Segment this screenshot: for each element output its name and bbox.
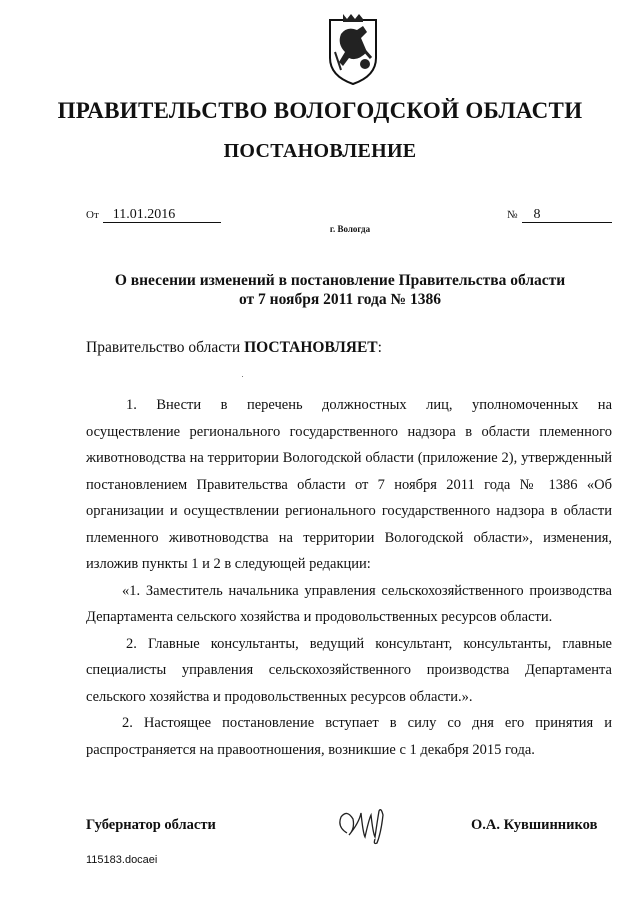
document-subject bbox=[40, 271, 640, 309]
document-body bbox=[86, 392, 612, 763]
subject-line-2: от 7 ноября 2011 года № 1386 bbox=[239, 291, 441, 308]
coat-of-arms-icon bbox=[327, 12, 379, 86]
number-line bbox=[507, 205, 612, 223]
city: г. Вологда bbox=[329, 224, 371, 234]
scan-speck bbox=[242, 376, 243, 377]
file-reference: 115183.docaei bbox=[86, 854, 158, 866]
subject-line-1: О внесении изменений в постановление Правительства области bbox=[114, 272, 566, 289]
handwritten-signature-icon bbox=[333, 803, 397, 847]
date-prefix: От bbox=[86, 209, 99, 221]
date-value: 11.01.2016 bbox=[103, 207, 221, 223]
paragraph-1: осуществление регионального государственного надзора в области племенного животноводства на территории Вологодской области (приложение 2), утвержденный постановлением Правительства области от 7 ноября 2011 года № 1386 «Об организации и осуществлении регионального государственного надзора в области племенного животноводства на территории Вологодской области», изменения, изложив пункты 1 и 2 в следующей редакции: bbox=[86, 423, 612, 572]
date-line bbox=[86, 205, 221, 223]
paragraph-item-2: 2. Главные консультанты, ведущий консультант, консультанты, главные специалисты управления сельскохозяйственного производства Департамента сельского хозяйства и продовольственных ресурсов области.». bbox=[86, 635, 612, 705]
preamble-tail: : bbox=[377, 339, 382, 356]
number-prefix: № bbox=[507, 209, 518, 221]
preamble-text: Правительство области bbox=[86, 339, 245, 356]
paragraph-2: 2. Настоящее постановление вступает в силу со дня его принятия и распространяется на правоотношения, возникшие с 1 декабря 2015 года. bbox=[86, 715, 612, 758]
paragraph-item-1: «1. Заместитель начальника управления сельскохозяйственного производства Департамента сельского хозяйства и продовольственных ресурсов области. bbox=[86, 582, 612, 625]
paragraph-1-first-line: 1. Внести в перечень должностных лиц, уполномоченных на bbox=[126, 397, 612, 413]
preamble bbox=[86, 339, 382, 357]
organization-title: ПРАВИТЕЛЬСТВО ВОЛОГОДСКОЙ ОБЛАСТИ bbox=[57, 98, 583, 123]
signatory-role: Губернатор области bbox=[86, 817, 216, 833]
signatory-name: О.А. Кувшинников bbox=[471, 817, 598, 833]
number-value: 8 bbox=[522, 207, 612, 223]
preamble-emphasis: ПОСТАНОВЛЯЕТ bbox=[244, 339, 378, 356]
document-type: ПОСТАНОВЛЕНИЕ bbox=[223, 140, 417, 162]
